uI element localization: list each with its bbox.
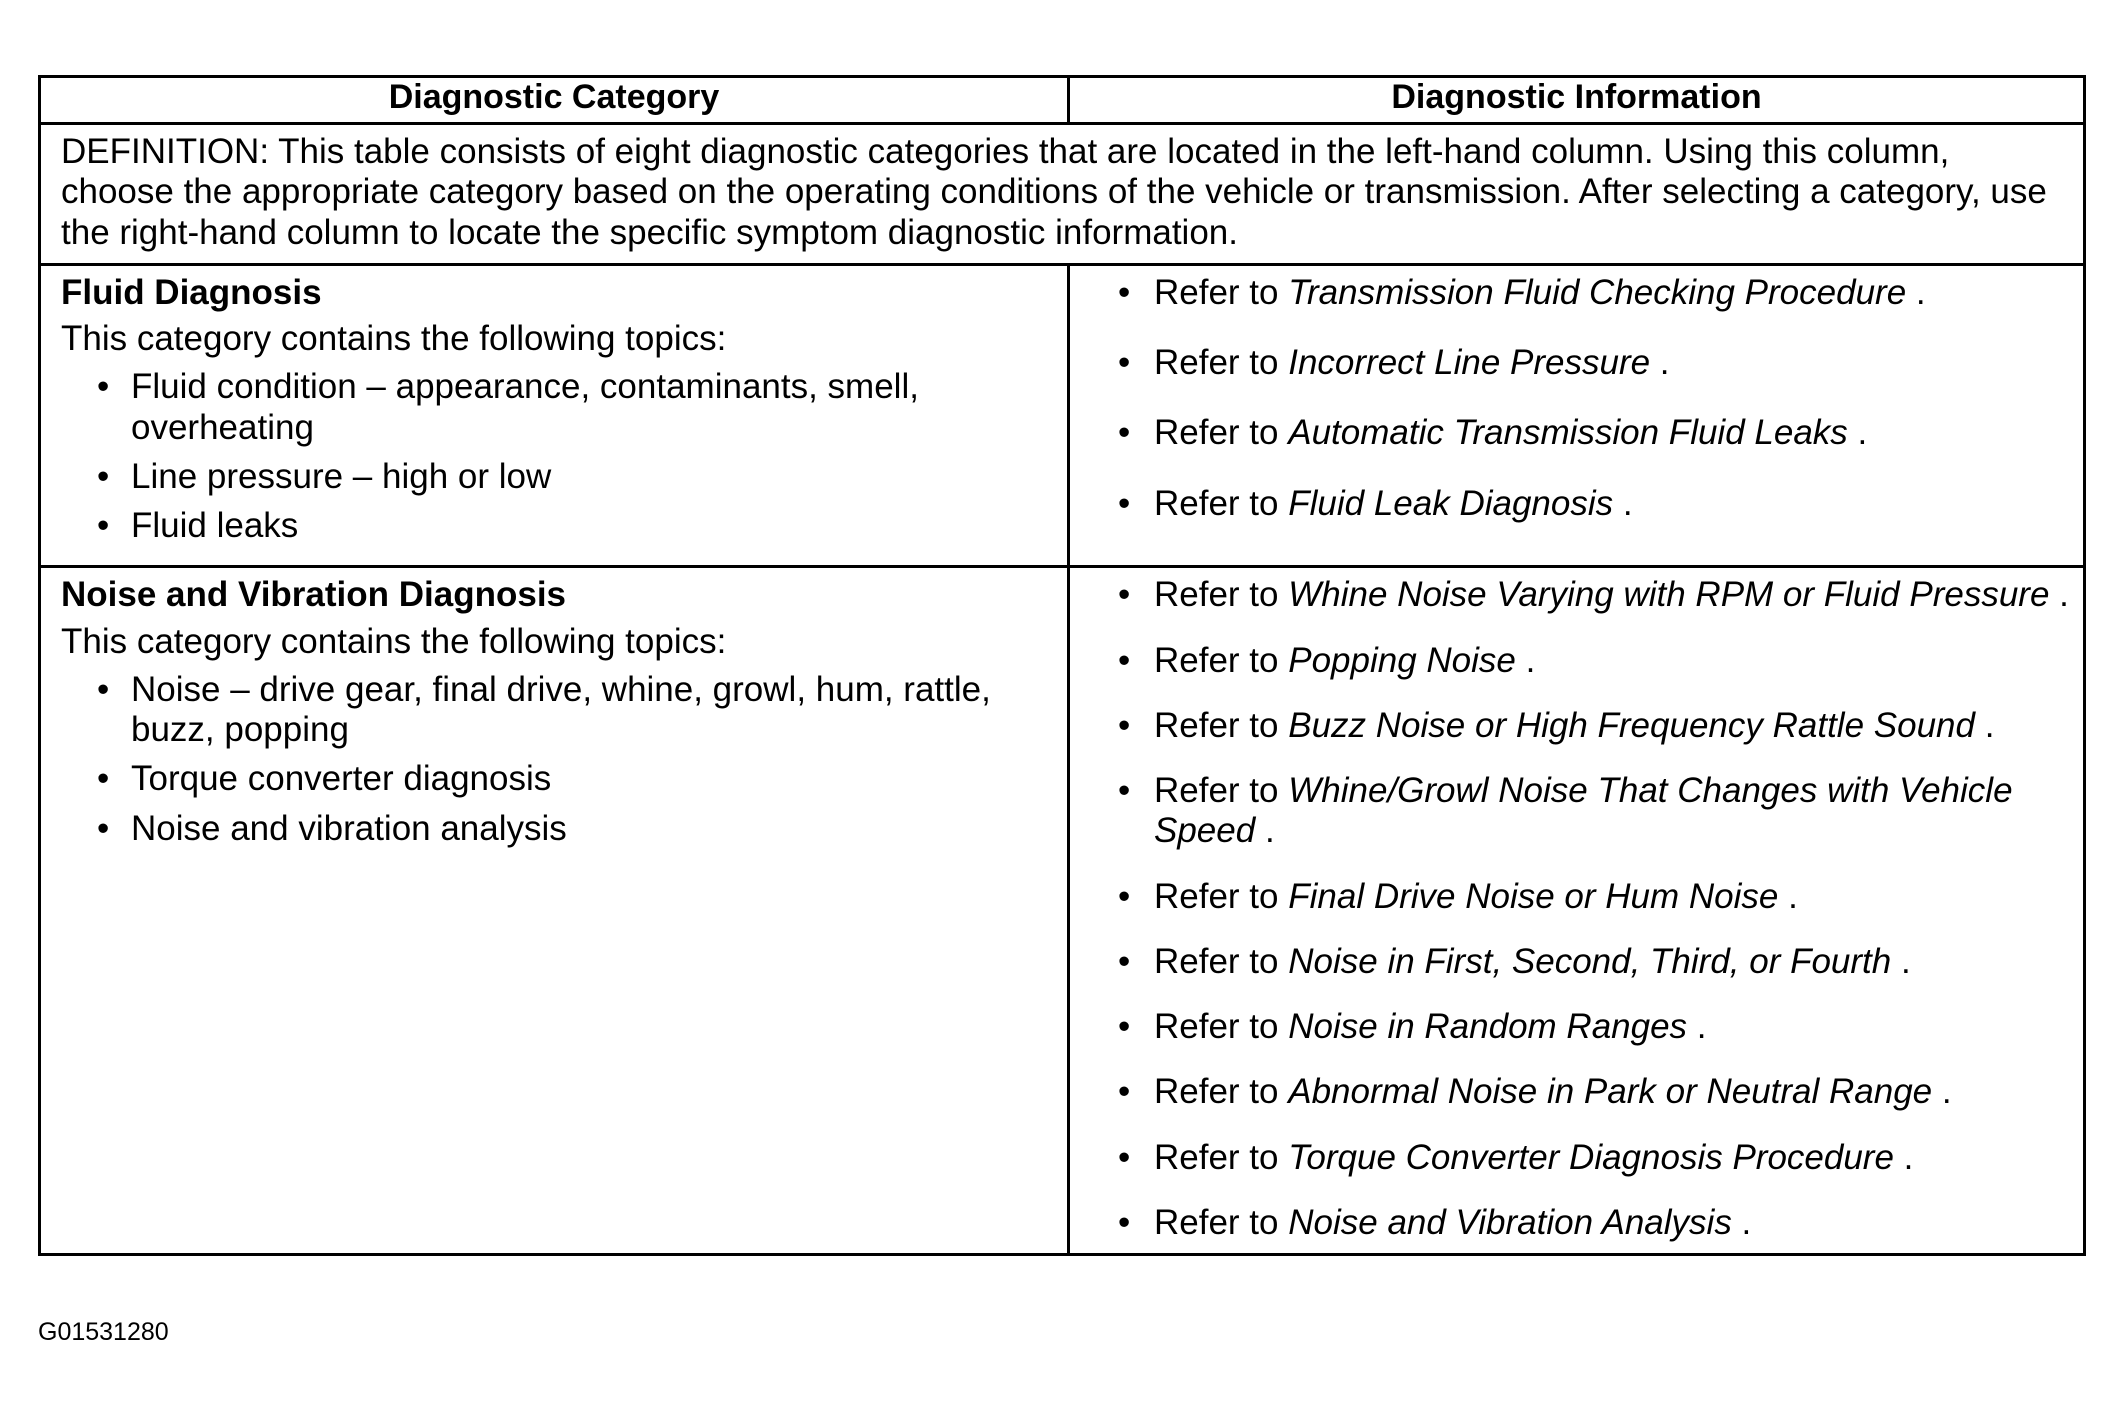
topic-item: • Line pressure – high or low bbox=[97, 457, 1047, 497]
column-header-category: Diagnostic Category bbox=[40, 77, 1069, 124]
reference-item: • Refer to Abnormal Noise in Park or Neutral Range . bbox=[1118, 1072, 2069, 1112]
reference-link[interactable]: Noise in Random Ranges bbox=[1288, 1007, 1688, 1046]
reference-item: • Refer to Incorrect Line Pressure . bbox=[1118, 343, 2069, 383]
reference-link[interactable]: Whine Noise Varying with RPM or Fluid Pressure bbox=[1288, 575, 2050, 615]
topic-item: • Noise and vibration analysis bbox=[97, 809, 1047, 849]
reference-item: • Refer to Final Drive Noise or Hum Noise . bbox=[1118, 877, 2069, 917]
definition-text: DEFINITION: This table consists of eight diagnostic categories that are located in the left-hand column. Using this column, choose the appropriate category based on the operating conditions of the vehicle or transmission. After selecting a category, use the right-hand column to locate the specific symptom diagnostic information. bbox=[40, 124, 2085, 265]
reference-link[interactable]: Torque Converter Diagnosis Procedure bbox=[1288, 1137, 1894, 1177]
reference-prefix: Refer to bbox=[1154, 1072, 1279, 1112]
reference-list bbox=[1118, 273, 2069, 524]
reference-prefix: Refer to bbox=[1154, 1202, 1279, 1242]
reference-link[interactable]: Abnormal Noise in Park or Neutral Range bbox=[1288, 1072, 1933, 1112]
reference-prefix: Refer to bbox=[1154, 705, 1279, 745]
reference-item: • Refer to Popping Noise . bbox=[1118, 641, 2069, 681]
reference-item: • Refer to Transmission Fluid Checking Procedure . bbox=[1118, 273, 2069, 313]
reference-prefix: Refer to bbox=[1154, 771, 1279, 810]
reference-link[interactable]: Noise in First, Second, Third, or Fourth bbox=[1288, 941, 1892, 981]
reference-prefix: Refer to bbox=[1154, 876, 1279, 916]
reference-item: • Refer to Noise in Random Ranges . bbox=[1118, 1007, 2069, 1047]
reference-prefix: Refer to bbox=[1154, 413, 1279, 453]
topic-item: • Torque converter diagnosis bbox=[97, 759, 1047, 799]
reference-prefix: Refer to bbox=[1154, 343, 1279, 382]
reference-item: • Refer to Buzz Noise or High Frequency Rattle Sound . bbox=[1118, 706, 2069, 746]
reference-link[interactable]: Transmission Fluid Checking Procedure bbox=[1288, 272, 1907, 312]
table-row bbox=[40, 264, 2085, 567]
reference-link[interactable]: Noise and Vibration Analysis bbox=[1288, 1202, 1732, 1242]
reference-prefix: Refer to bbox=[1154, 483, 1279, 523]
reference-prefix: Refer to bbox=[1154, 272, 1279, 312]
category-intro: This category contains the following topics: bbox=[61, 621, 727, 661]
reference-list bbox=[1118, 575, 2069, 1243]
reference-prefix: Refer to bbox=[1154, 1137, 1279, 1177]
reference-item: • Refer to Noise in First, Second, Third, or Fourth . bbox=[1118, 942, 2069, 982]
reference-prefix: Refer to bbox=[1154, 640, 1279, 680]
topic-item: • Fluid condition – appearance, contaminants, smell, overheating bbox=[97, 367, 1047, 448]
figure-id-label: G01531280 bbox=[38, 1318, 169, 1346]
topic-list bbox=[61, 670, 1047, 849]
topic-item: • Noise – drive gear, final drive, whine, growl, hum, rattle, buzz, popping bbox=[97, 670, 1047, 751]
category-cell bbox=[40, 567, 1069, 1255]
reference-link[interactable]: Final Drive Noise or Hum Noise bbox=[1288, 876, 1779, 916]
category-title: Noise and Vibration Diagnosis bbox=[61, 575, 567, 615]
reference-item: • Refer to Torque Converter Diagnosis Procedure . bbox=[1118, 1138, 2069, 1178]
reference-item: • Refer to Noise and Vibration Analysis . bbox=[1118, 1203, 2069, 1243]
reference-link[interactable]: Fluid Leak Diagnosis bbox=[1288, 483, 1614, 523]
diagnostic-table bbox=[38, 75, 2086, 1256]
reference-link[interactable]: Automatic Transmission Fluid Leaks bbox=[1288, 413, 1848, 453]
reference-item: • Refer to Whine/Growl Noise That Changes with Vehicle Speed . bbox=[1118, 771, 2069, 852]
information-cell bbox=[1069, 264, 2085, 567]
category-title: Fluid Diagnosis bbox=[61, 272, 322, 312]
information-cell bbox=[1069, 567, 2085, 1255]
reference-item: • Refer to Whine Noise Varying with RPM or Fluid Pressure . bbox=[1118, 575, 2069, 615]
category-intro: This category contains the following topics: bbox=[61, 319, 727, 358]
reference-link[interactable]: Whine/Growl Noise That Changes with Vehicle Speed bbox=[1154, 771, 2013, 851]
column-header-information: Diagnostic Information bbox=[1069, 77, 2085, 124]
category-cell bbox=[40, 264, 1069, 567]
reference-link[interactable]: Popping Noise bbox=[1288, 640, 1516, 680]
reference-prefix: Refer to bbox=[1154, 575, 1279, 615]
definition-row bbox=[40, 124, 2085, 265]
topic-list bbox=[61, 367, 1047, 546]
reference-item: • Refer to Fluid Leak Diagnosis . bbox=[1118, 484, 2069, 524]
reference-prefix: Refer to bbox=[1154, 941, 1279, 981]
reference-link[interactable]: Buzz Noise or High Frequency Rattle Sound bbox=[1288, 705, 1975, 745]
reference-item: • Refer to Automatic Transmission Fluid Leaks . bbox=[1118, 413, 2069, 453]
reference-link[interactable]: Incorrect Line Pressure bbox=[1288, 343, 1651, 382]
table-row bbox=[40, 567, 2085, 1255]
reference-prefix: Refer to bbox=[1154, 1007, 1279, 1046]
topic-item: • Fluid leaks bbox=[97, 506, 1047, 546]
header-row bbox=[40, 77, 2085, 124]
